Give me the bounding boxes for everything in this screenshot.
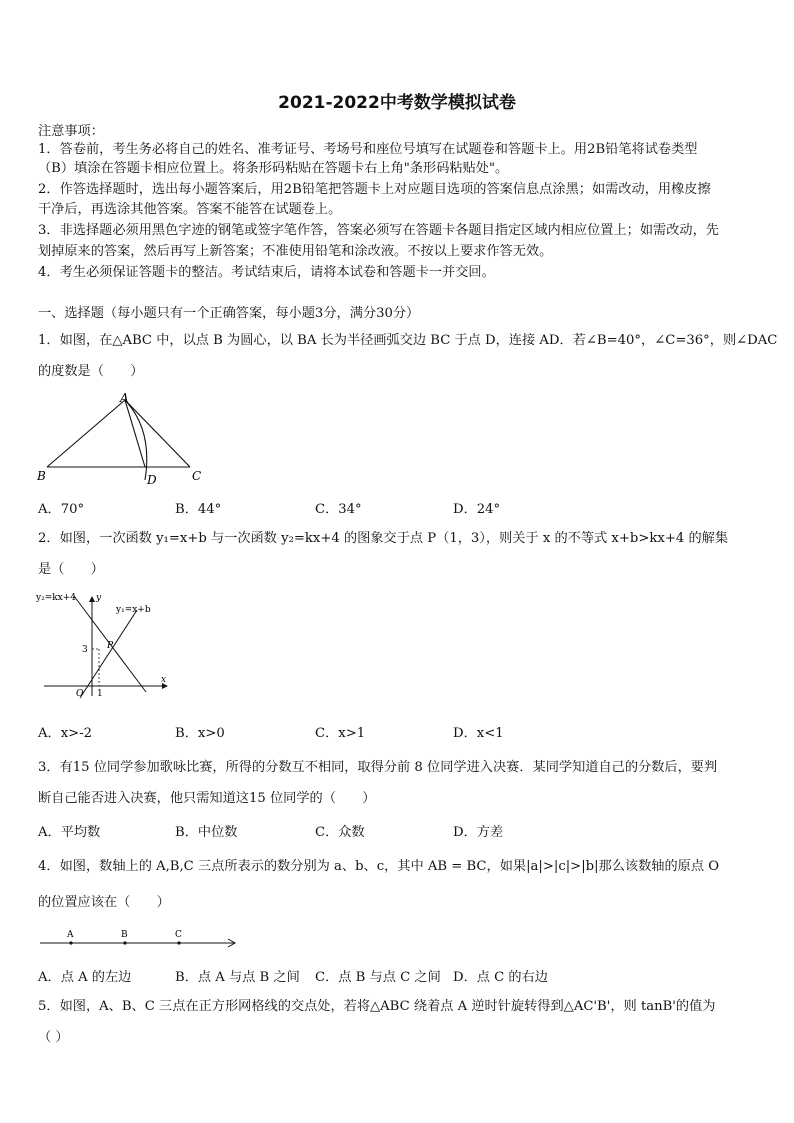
q4-stem-line-1: 4．如图，数轴上的 A,B,C 三点所表示的数分别为 a、b、c，其中 AB = BC，如果|a|>|c|>|b|那么该数轴的原点 O [38,859,720,874]
q2-label-one: 1 [97,689,103,699]
note-line-1: 1．答卷前，考生务必将自己的姓名、准考证号、考场号和座位号填写在试题卷和答题卡上。用2B铅笔将试卷类型 [38,142,698,157]
q4-stem-line-2: 的位置应该在（ ） [38,895,170,910]
q3-option-a[interactable]: A．平均数 [38,825,101,840]
q2-label-y-axis: y [96,593,102,603]
q2-stem-line-2: 是（ ） [38,562,104,577]
q2-label-three: 3 [82,645,88,655]
note-line-7: 4．考生必须保证答题卡的整洁。考试结束后，请将本试卷和答题卡一并交回。 [38,265,495,280]
note-line-3: 2．作答选择题时，选出每小题答案后，用2B铅笔把答题卡上对应题目选项的答案信息点涂黑；如需改动，用橡皮擦 [38,182,711,197]
q4-number-line-figure [36,926,246,956]
q5-stem-line-2: （ ） [38,1030,69,1045]
q2-option-c[interactable]: C．x>1 [315,726,366,741]
q1-label-b: B [37,469,46,483]
q2-label-p: P [107,641,114,651]
q1-triangle-figure [30,388,210,488]
q2-option-d[interactable]: D．x<1 [453,726,504,741]
q3-stem-line-2: 断自己能否进入决赛，他只需知道这15 位同学的（ ） [38,791,376,806]
q5-stem-line-1: 5．如图，A、B、C 三点在正方形网格线的交点处，若将△ABC 绕着点 A 逆时针旋转得到△AC'B'，则 tanB'的值为 [38,999,716,1014]
note-line-6: 划掉原来的答案，然后再写上新答案；不准使用铅笔和涂改液。不按以上要求作答无效。 [38,244,553,259]
q2-option-b[interactable]: B．x>0 [175,726,225,741]
note-line-5: 3．非选择题必须用黑色字迹的钢笔或签字笔作答，答案必须写在答题卡各题目指定区域内相应位置上；如需改动，先 [38,223,719,238]
q4-option-a[interactable]: A．点 A 的左边 [38,970,132,985]
q1-label-a: A [120,391,129,405]
q2-label-y2: y₂=kx+4 [36,593,77,603]
q1-label-c: C [192,469,202,483]
q1-stem-line-1: 1．如图，在△ABC 中，以点 B 为圆心，以 BA 长为半径画弧交边 BC 于点 D，连接 AD．若∠B=40°，∠C=36°，则∠DAC [38,333,778,348]
q3-option-c[interactable]: C．众数 [315,825,365,840]
q3-option-d[interactable]: D．方差 [453,825,504,840]
q2-label-y1: y₁=x+b [116,605,151,615]
q1-option-a[interactable]: A．70° [38,502,85,517]
note-line-2: （B）填涂在答题卡相应位置上。将条形码粘贴在答题卡右上角"条形码粘贴处"。 [38,161,509,176]
q2-stem-line-1: 2．如图，一次函数 y₁=x+b 与一次函数 y₂=kx+4 的图象交于点 P（1，3），则关于 x 的不等式 x+b>kx+4 的解集 [38,531,729,546]
q1-options [38,498,738,516]
q3-options [38,821,738,839]
q1-option-c[interactable]: C．34° [315,502,362,517]
q4-label-a: A [67,930,74,940]
q2-option-a[interactable]: A．x>-2 [38,726,93,741]
q3-option-b[interactable]: B．中位数 [175,825,238,840]
q1-stem-line-2: 的度数是（ ） [38,364,144,379]
q2-options [38,722,738,740]
q4-label-c: C [175,930,182,940]
note-line-4: 干净后，再选涂其他答案。答案不能答在试题卷上。 [38,202,342,217]
q4-options [38,966,738,984]
q1-option-b[interactable]: B．44° [175,502,222,517]
q3-stem-line-1: 3．有15 位同学参加歌咏比赛，所得的分数互不相同，取得分前 8 位同学进入决赛．某同学知道自己的分数后，要判 [38,760,718,775]
q1-option-d[interactable]: D．24° [453,502,501,517]
q2-graph-figure [34,588,174,700]
page-title: 2021-2022中考数学模拟试卷 [278,93,516,113]
q4-label-b: B [121,930,128,940]
q2-label-origin: O [76,689,84,699]
q4-option-c[interactable]: C．点 B 与点 C 之间 [315,970,441,985]
q1-label-d: D [147,473,157,487]
q2-label-x-axis: x [161,675,167,685]
section-heading: 一、选择题（每小题只有一个正确答案，每小题3分，满分30分） [38,306,420,321]
q4-option-d[interactable]: D．点 C 的右边 [453,970,548,985]
q4-option-b[interactable]: B．点 A 与点 B 之间 [175,970,300,985]
notes-heading: 注意事项： [38,124,104,139]
